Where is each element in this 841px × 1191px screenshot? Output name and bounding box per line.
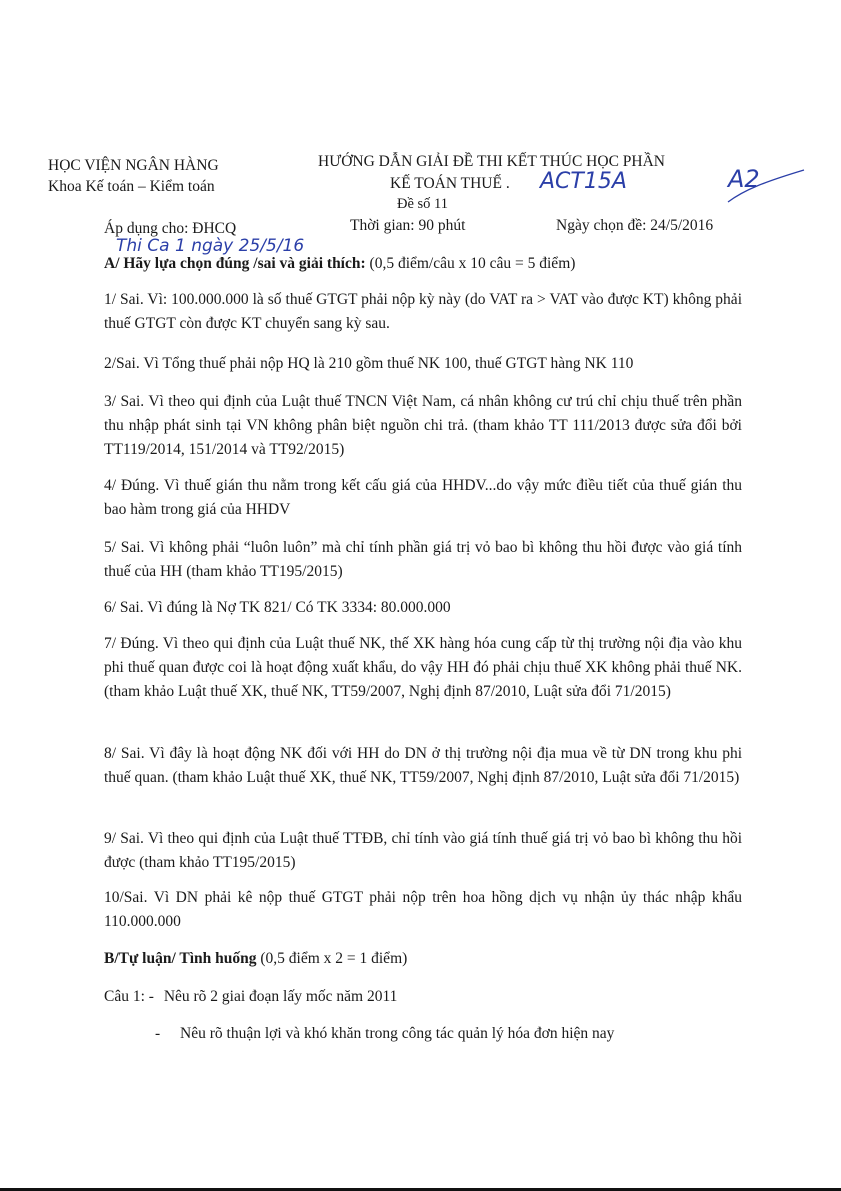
question-1-item-1: Nêu rõ 2 giai đoạn lấy mốc năm 2011 xyxy=(163,988,398,1005)
exam-duration: Thời gian: 90 phút xyxy=(350,217,466,234)
section-a-heading-points: (0,5 điểm/câu x 10 câu = 5 điểm) xyxy=(365,255,576,272)
bullet-dash: - xyxy=(155,1025,161,1042)
department-name: Khoa Kế toán – Kiểm toán xyxy=(48,178,215,195)
handwritten-exam-note: Thi Ca 1 ngày 25/5/16 xyxy=(116,236,305,256)
handwritten-signature: A2 xyxy=(728,165,760,193)
section-a-heading-bold: A/ Hãy lựa chọn đúng /sai và giải thích: xyxy=(104,255,366,272)
subject-title: KẾ TOÁN THUẾ . xyxy=(390,175,510,192)
selection-date: Ngày chọn đề: 24/5/2016 xyxy=(556,217,714,234)
exam-number: Đề số 11 xyxy=(397,196,449,212)
question-1-line-2 xyxy=(155,1025,614,1043)
answer-2: 2/Sai. Vì Tổng thuế phải nộp HQ là 210 gồm thuế NK 100, thuế GTGT hàng NK 110 xyxy=(104,355,634,372)
document-title: HƯỚNG DẪN GIẢI ĐỀ THI KẾT THÚC HỌC PHẦN xyxy=(318,153,665,170)
answer-9: 9/ Sai. Vì theo qui định của Luật thuế TTĐB, chỉ tính vào giá tính thuế giá trị vỏ bao bì không thu hồi được (tham khảo TT195/2015) xyxy=(104,830,742,871)
answer-3: 3/ Sai. Vì theo qui định của Luật thuế TNCN Việt Nam, cá nhân không cư trú chỉ chịu thuế trên phần thu nhập phát sinh tại VN không phân biệt nguồn chi trả. (tham khảo TT 111/2013 được sửa đổi bởi TT119/2014, 151/2014 và TT92/2015) xyxy=(104,393,742,458)
section-a-heading xyxy=(104,255,575,273)
signature-stroke xyxy=(724,160,808,208)
section-b-heading-bold: B/Tự luận/ Tình huống xyxy=(104,950,257,967)
section-b-heading xyxy=(104,950,407,968)
applies-to: Áp dụng cho: ĐHCQ xyxy=(104,220,237,237)
answer-8: 8/ Sai. Vì đây là hoạt động NK đối với HH do DN ở thị trường nội địa mua về từ DN trong khu phi thuế quan. (tham khảo Luật thuế XK, thuế NK, TT59/2007, Nghị định 87/2010, Luật sửa đổi 71/2015) xyxy=(104,745,742,786)
school-name: HỌC VIỆN NGÂN HÀNG xyxy=(48,157,219,174)
answer-5: 5/ Sai. Vì không phải “luôn luôn” mà chỉ tính phần giá trị vỏ bao bì không thu hồi được vào giá tính thuế của HH (tham khảo TT195/2015) xyxy=(104,539,742,580)
answer-7: 7/ Đúng. Vì theo qui định của Luật thuế NK, thế XK hàng hóa cung cấp từ thị trường nội địa vào khu phi thuế quan được coi là hoạt động xuất khẩu, do vậy HH đó phải chịu thuế XK không phải thuế NK. (tham khảo Luật thuế XK, thuế NK, TT59/2007, Nghị định 87/2010, Luật sửa đổi 71/2015) xyxy=(104,635,742,700)
answer-6: 6/ Sai. Vì đúng là Nợ TK 821/ Có TK 3334: 80.000.000 xyxy=(104,599,451,616)
question-1-line-1 xyxy=(104,988,397,1006)
question-1-label: Câu 1: - xyxy=(104,988,154,1005)
answer-4: 4/ Đúng. Vì thuế gián thu nằm trong kết cấu giá của HHDV...do vậy mức điều tiết của thuế gián thu bao hàm trong giá của HHDV xyxy=(104,477,742,518)
section-b-heading-points: (0,5 điểm x 2 = 1 điểm) xyxy=(256,950,408,967)
answer-1: 1/ Sai. Vì: 100.000.000 là số thuế GTGT phải nộp kỳ này (do VAT ra > VAT vào được KT) không phải thuế GTGT còn được KT chuyển sang kỳ sau. xyxy=(104,291,742,332)
question-1-item-2: Nêu rõ thuận lợi và khó khăn trong công tác quản lý hóa đơn hiện nay xyxy=(180,1025,615,1042)
answer-10: 10/Sai. Vì DN phải kê nộp thuế GTGT phải nộp trên hoa hồng dịch vụ nhận ủy thác nhập khẩu 110.000.000 xyxy=(104,889,742,930)
handwritten-course-code: ACT15A xyxy=(540,169,627,194)
